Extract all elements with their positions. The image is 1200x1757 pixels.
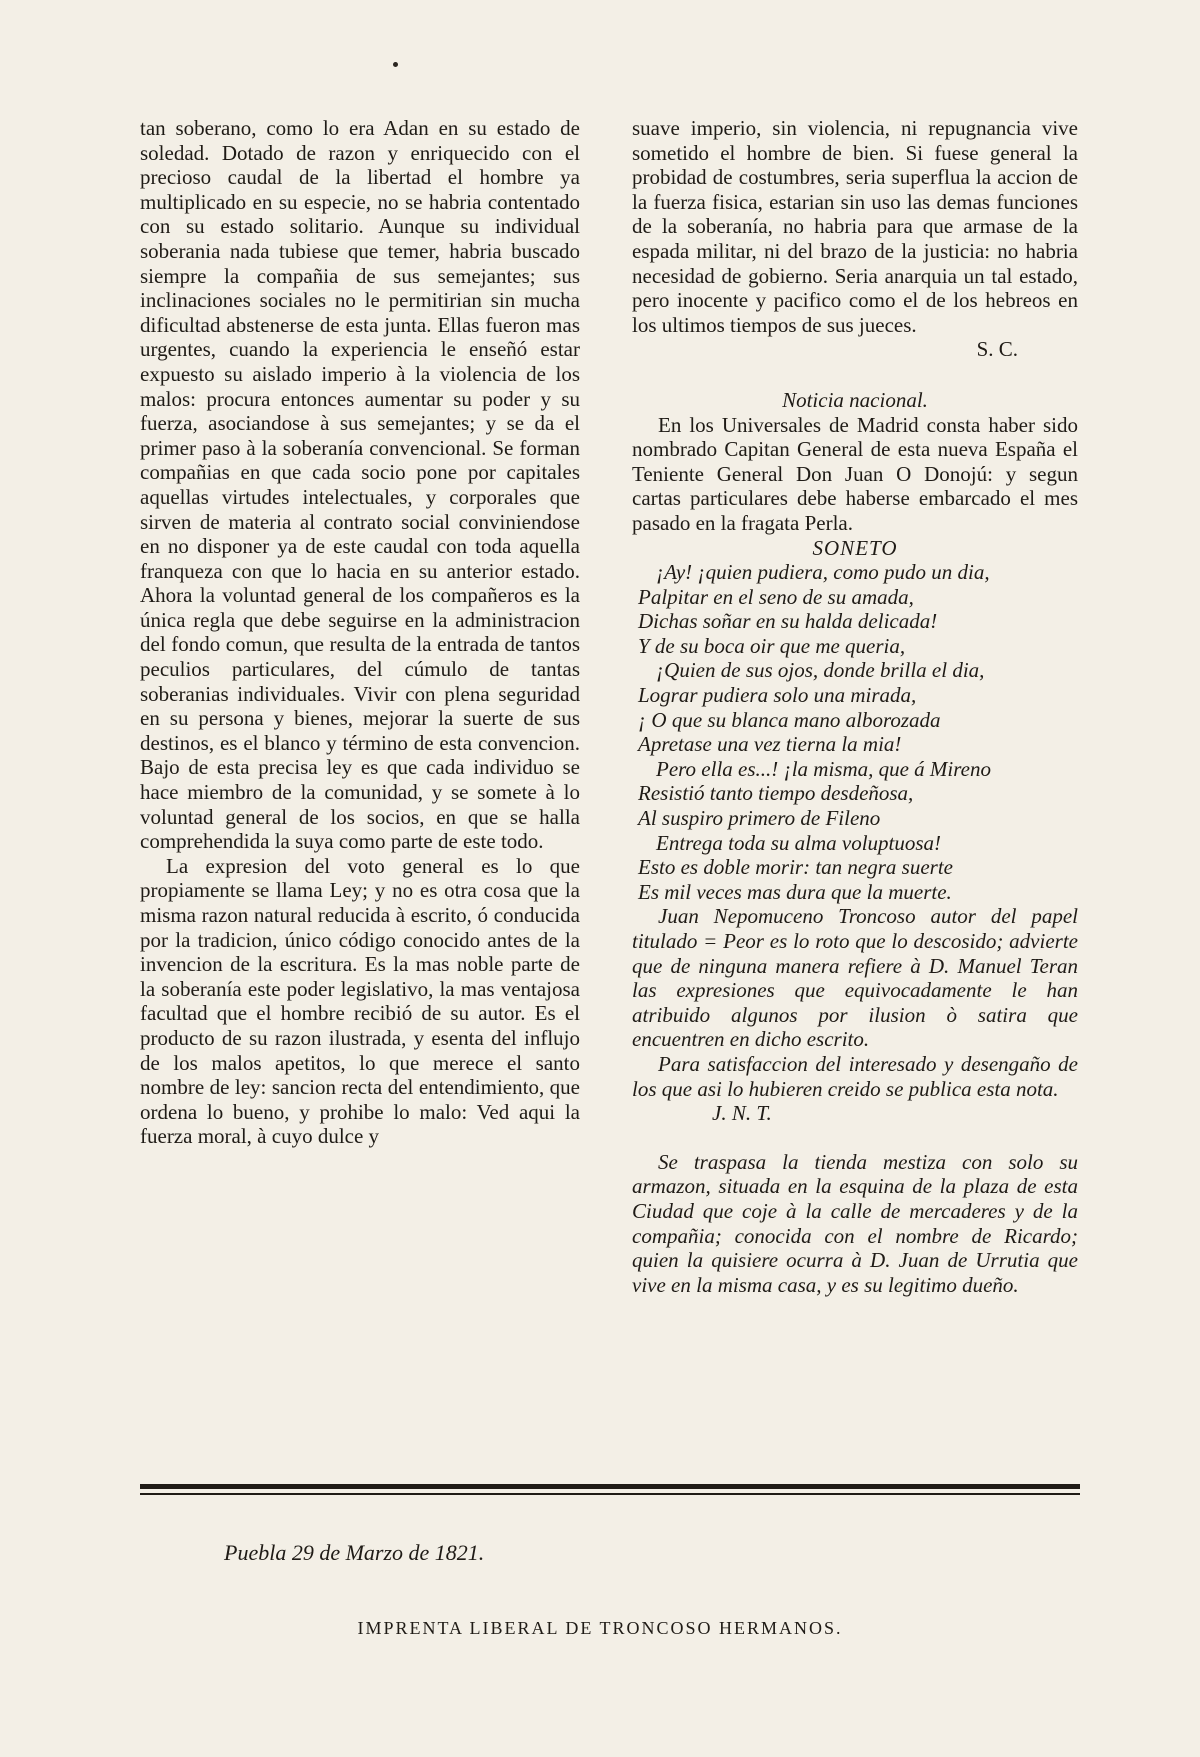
footer-rule-thick — [140, 1484, 1080, 1489]
sonnet-line: ¡Quien de sus ojos, donde brilla el dia, — [656, 658, 985, 683]
signature-sc: S. C. — [976, 337, 1018, 362]
sonnet-line: Entrega toda su alma voluptuosa! — [656, 830, 942, 855]
sonnet-line: Dichas soñar en su halda delicada! — [638, 609, 938, 634]
printer-imprint: IMPRENTA LIBERAL DE TRONCOSO HERMANOS. — [357, 1618, 843, 1638]
sonnet-line: Es mil veces mas dura que la muerte. — [638, 879, 952, 904]
notice-shop: Se traspasa la tienda mestiza con solo su armazon, situada en la esquina de la plaza de esta Ciudad que coje à la calle de mercaderes y de la compañia; conocida con el nombre de Ricardo; quien la quisiere ocurra à D. Juan de Urrutia que vive en la misma casa, y es su legitimo dueño. — [632, 1149, 1078, 1297]
sonnet-line: Apretase una vez tierna la mia! — [638, 732, 902, 757]
sonnet — [632, 560, 1078, 904]
spacer — [632, 1126, 1078, 1150]
footer-rule-thin — [140, 1493, 1080, 1495]
right-column — [632, 116, 1078, 1297]
sonnet-line: Esto es doble morir: tan negra suerte — [638, 855, 953, 880]
left-paragraph-1: tan soberano, como lo era Adan en su estado de soledad. Dotado de razon y enriquecido con el precioso caudal de la libertad el hombre ya multiplicado en su especie, no se habria contentado con su estado solitario. Aunque su individual soberania nada tubiese que temer, habria buscado siempre la compañia de sus semejantes; sus inclinaciones sociales no le permitirian sin mucha dificultad abstenerse de esta junta. Ellas fueron mas urgentes, cuando la experiencia le enseñó estar expuesto su aislado imperio à la violencia de los malos: procura entonces aumentar su poder y su fuerza, asociandose à sus semejantes; y se da el primer paso à la soberanía convencional. Se forman compañias en que cada socio pone por capitales aquellas virtudes intelectuales, y corporales que sirven de materia al contrato social conviniendose en no disponer ya de este caudal con toda aquella franqueza con que lo hacia en su anterior estado. Ahora la voluntad general de los compañeros es la única regla que debe seguirse en la administracion del fondo comun, que resulta de la entrada de tantos peculios particulares, del cúmulo de tantas soberanias individuales. Vivir con plena seguridad en su persona y bienes, mejorar la suerte de sus destinos, es el blanco y término de esta convencion. Bajo de esta precisa ley es que cada individuo se hace miembro de la comunidad, y se somete à lo voluntad general de los socios, en que se halla comprehendida la suya como parte de este todo. — [140, 116, 580, 854]
left-column — [140, 116, 580, 1149]
sonnet-line: Al suspiro primero de Fileno — [638, 806, 881, 831]
sonnet-line: Pero ella es...! ¡la misma, que á Mireno — [656, 756, 991, 781]
sonnet-line: Palpitar en el seno de su amada, — [638, 584, 914, 609]
signature-jnt: J. N. T. — [712, 1101, 772, 1126]
sonnet-title: SONETO — [812, 535, 898, 560]
sonnet-line: Resistió tanto tiempo desdeñosa, — [638, 781, 914, 806]
notice-satisfaction: Para satisfaccion del interesado y desengaño de los que asi lo hubieren creido se publica esta nota. — [632, 1051, 1078, 1101]
news-text: En los Universales de Madrid consta haber sido nombrado Capitan General de esta nueva España el Teniente General Don Juan O Donojú: y segun cartas particulares debe haberse embarcado el mes pasado en la fragata Perla. — [632, 412, 1078, 535]
sonnet-line: ¡Ay! ¡quien pudiera, como pudo un dia, — [656, 560, 990, 585]
ink-dot — [393, 62, 398, 67]
left-paragraph-2: La expresion del voto general es lo que propiamente se llama Ley; y no es otra cosa que la misma razon natural reducida à escrito, ó conducida por la tradicion, único código conocido antes de la invencion de la escritura. Es la mas noble parte de la soberanía este poder legislativo, la mas ventajosa facultad que el hombre recibió de su autor. Es el producto de su razon ilustrada, y esenta del influjo de los malos apetitos, lo que merece el santo nombre de ley: sancion recta del entendimiento, que ordena lo bueno, y prohibe lo malo: Ved aqui la fuerza moral, à cuyo dulce y — [140, 853, 580, 1149]
sonnet-line: Y de su boca oir que me queria, — [638, 633, 906, 658]
news-title: Noticia nacional. — [782, 387, 928, 412]
sonnet-line: Lograr pudiera solo una mirada, — [638, 683, 917, 708]
right-paragraph-1: suave imperio, sin violencia, ni repugnancia vive sometido el hombre de bien. Si fuese general la probidad de costumbres, seria superflua la accion de la fuerza fisica, estarian sin uso las demas funciones de la soberanía, no habria para que armase de la espada militar, ni del brazo de la justicia: no habria necesidad de gobierno. Seria anarquia un tal estado, pero inocente y pacifico como el de los hebreos en los ultimos tiempos de sus jueces. — [632, 116, 1078, 337]
notice-troncoso: Juan Nepomuceno Troncoso autor del papel titulado = Peor es lo roto que lo descosido; advierte que de ninguna manera refiere à D. Manuel Teran las expresiones que equivocadamente le han atribuido algunos por ilusion ò satira que encuentren en dicho escrito. — [632, 904, 1078, 1052]
dateline: Puebla 29 de Marzo de 1821. — [224, 1540, 485, 1565]
sonnet-line: ¡ O que su blanca mano alborozada — [638, 707, 941, 732]
